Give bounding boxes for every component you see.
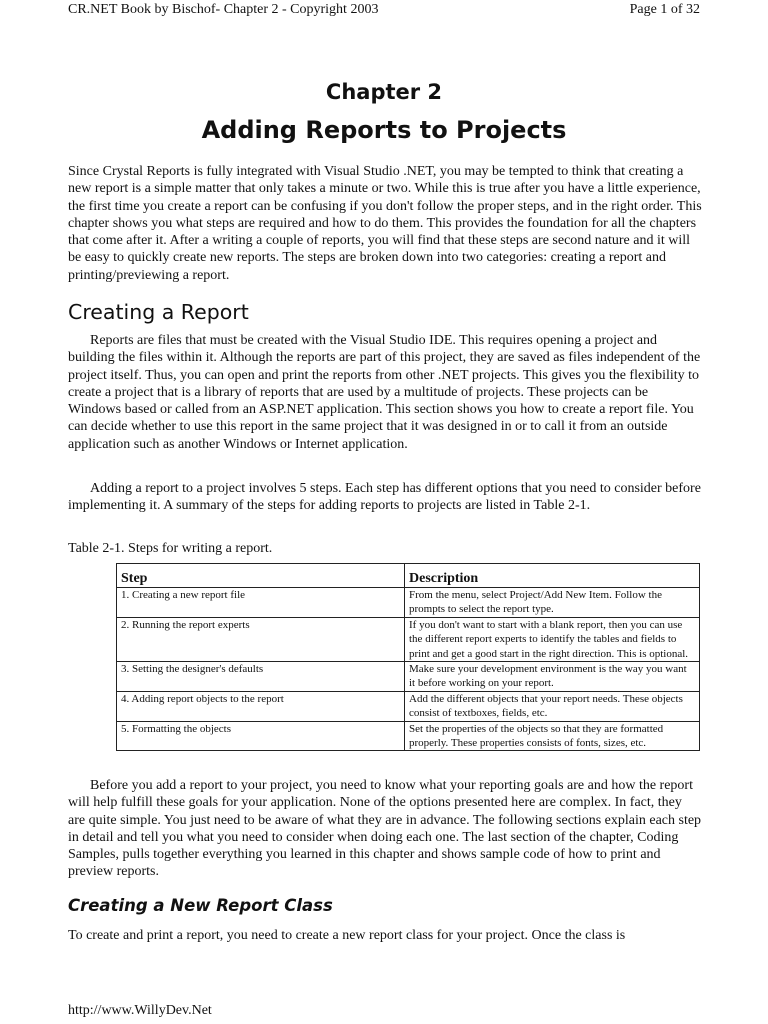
table-cell-description: Make sure your development environment is the way you want it before working on your report.	[405, 662, 700, 692]
table-row	[117, 662, 700, 692]
section-paragraph-1: Reports are files that must be created with the Visual Studio IDE. This requires opening a project and building the files within it. Although the reports are part of this project, they are saved as files independent of the project itself. Thus, you can open and print the reports from other .NET projects. This gives you the flexibility to create a project that is a library of reports that are used by a multitude of projects. These projects can be Windows based or called from an ASP.NET application. This section shows you how to create a report file. You can decide whether to use this report in the same project that it was designed in or to call it from an outside application such as another Windows or Internet application.	[68, 333, 701, 452]
section-paragraph-2: Adding a report to a project involves 5 steps. Each step has different options that you need to consider before implementing it. A summary of the steps for adding reports to projects are listed in Table 2-1.	[68, 481, 701, 514]
table-cell-description: Add the different objects that your report needs. These objects consist of textboxes, fields, etc.	[405, 691, 700, 721]
table-header-row	[117, 564, 700, 588]
table-cell-description: From the menu, select Project/Add New Item. Follow the prompts to select the report type.	[405, 588, 700, 618]
table-cell-step: 1. Creating a new report file	[117, 588, 405, 618]
section-heading: Creating a Report	[68, 300, 249, 324]
table-row	[117, 721, 700, 751]
table-cell-description: If you don't want to start with a blank report, then you can use the different report experts to identify the tables and fields to print and get a good start in the right direction. This is optional.	[405, 617, 700, 661]
chapter-label: Chapter 2	[325, 80, 443, 104]
table-cell-step: 5. Formatting the objects	[117, 721, 405, 751]
table-row	[117, 617, 700, 661]
table-header-description: Description	[405, 564, 700, 588]
table-cell-step: 2. Running the report experts	[117, 617, 405, 661]
table-caption: Table 2-1. Steps for writing a report.	[68, 541, 273, 556]
table-cell-step: 4. Adding report objects to the report	[117, 691, 405, 721]
table-row	[117, 588, 700, 618]
table-row	[117, 691, 700, 721]
after-table-paragraph: Before you add a report to your project, you need to know what your reporting goals are and how the report will help fulfill these goals for your application. None of the options presented here are complex. In fact, they are quite simple. You just need to be aware of what they are in advance. The following sections explain each step in detail and tell you what you need to consider when doing each one. The last section of the chapter, Coding Samples, pulls together everything you learned in this chapter and shows sample code of how to print and preview reports.	[68, 778, 702, 880]
table-header-step: Step	[117, 564, 405, 588]
running-header-title: CR.NET Book by Bischof- Chapter 2 - Copyright 2003	[68, 2, 379, 17]
page-number: Page 1 of 32	[629, 2, 700, 17]
subsection-paragraph: To create and print a report, you need to create a new report class for your project. Once the class is	[68, 928, 626, 943]
footer-link[interactable]: http://www.WillyDev.Net	[68, 1003, 212, 1018]
subsection-heading: Creating a New Report Class	[68, 896, 333, 915]
table-cell-description: Set the properties of the objects so that they are formatted properly. These properties consists of fonts, sizes, etc.	[405, 721, 700, 751]
intro-paragraph: Since Crystal Reports is fully integrated with Visual Studio .NET, you may be tempted to think that creating a new report is a simple matter that only takes a minute or two. While this is true after you have a little experience, the first time you create a report can be confusing if you don't follow the proper steps, and in the right order. This chapter shows you what steps are required and how to do them. This provides the foundation for all the chapters that come after it. After a writing a couple of reports, you will find that these steps are second nature and it will be easy to quickly create new reports. The steps are broken down into two categories: creating a report and printing/previewing a report.	[68, 164, 702, 283]
chapter-title: Adding Reports to Projects	[201, 116, 567, 144]
table-cell-step: 3. Setting the designer's defaults	[117, 662, 405, 692]
steps-table	[116, 563, 700, 751]
